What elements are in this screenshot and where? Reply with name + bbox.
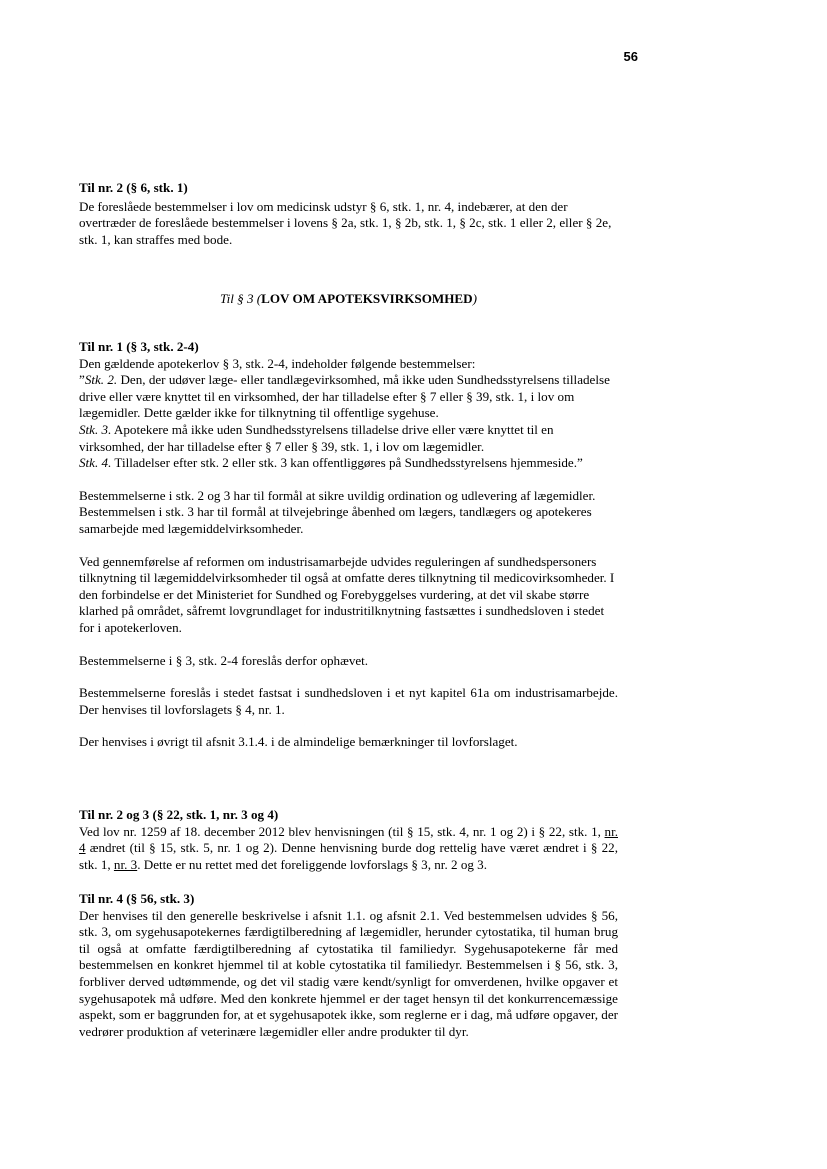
paragraph: Der henvises i øvrigt til afsnit 3.1.4. i de almindelige bemærkninger til lovforslaget.	[79, 734, 518, 750]
stk-2-text: Den, der udøver læge- eller tandlægevirksomhed, må ikke uden Sundhedsstyrelsens tilladelse drive eller være knyttet til en virksomhed, der har tilladelse efter § 7 eller § 39, stk. 1, i lov om lægemidler. Dette gælder ikke for tilknytning til offentlige sygehuse.	[79, 372, 610, 421]
paragraph: Der henvises til den generelle beskrivelse i afsnit 1.1. og afsnit 2.1. Ved bestemmelsen udvides § 56, stk. 3, om sygehusapotekernes færdigtilberedning af lægemidler, herunder cytostatika, til human brug til også at omfatte færdigtilberedning af cytostatika til familiedyr. Sygehusapotekerne får med bestemmelsen en konkret hjemmel til at koble cytostatika til familiedyr. Bestemmelsen i § 56, stk. 3, forbliver derved udtømmende, og det vil stadig være kendt/synligt for omverdenen, hvilke opgaver et sygehusapotek må udføre. Med den konkrete hjemmel er der taget hensyn til det konkurrencemæssige aspekt, som er baggrunden for, at et sygehusapotek ikke, som reglerne er i dag, må udføre opgaver, der vedrører produktion af veterinære lægemidler eller andre produkter til dyr.	[79, 907, 618, 1039]
stk-4-label: Stk. 4.	[79, 455, 112, 471]
paragraph	[79, 824, 618, 874]
section-heading: Til nr. 4 (§ 56, stk. 3)	[79, 891, 195, 906]
section-til-nr-1-par3	[79, 339, 618, 751]
title-main: LOV OM APOTEKSVIRKSOMHED	[261, 291, 473, 306]
law-section-title	[79, 291, 618, 307]
underlined-ref: nr. 3	[113, 856, 138, 872]
paragraph: De foreslåede bestemmelser i lov om medicinsk udstyr § 6, stk. 1, nr. 4, indebærer, at den der overtræder de foreslåede bestemmelser i lovens § 2a, stk. 1, § 2b, stk. 1, § 2c, stk. 1 eller 2, eller § 2e, stk. 1, kan straffes med bode.	[79, 198, 612, 247]
quoted-stk-4	[79, 455, 618, 472]
underlined-ref: nr. 4	[79, 823, 618, 856]
quoted-stk-2	[79, 372, 618, 422]
text-part: Ved lov nr. 1259 af 18. december 2012 blev henvisningen (til § 15, stk. 4, nr. 1 og 2) i § 22, stk. 1,	[79, 823, 605, 839]
intro-text: Den gældende apotekerlov § 3, stk. 2-4, indeholder følgende bestemmelser:	[79, 355, 476, 371]
text-part: . Dette er nu rettet med det foreliggende lovforslags § 3, nr. 2 og 3.	[137, 856, 488, 872]
stk-3-text: Apotekere må ikke uden Sundhedsstyrelsens tilladelse drive eller være knyttet til en virksomhed, der har tilladelse efter § 7 eller § 39, stk. 1, i lov om lægemidler.	[79, 421, 554, 454]
quoted-stk-3	[79, 422, 618, 455]
text-part: ændret (til § 15, stk. 5, nr. 1 og 2). Denne henvisning burde dog rettelig have været ændret i § 22, stk. 1,	[79, 840, 618, 872]
paragraph: Bestemmelserne foreslås i stedet fastsat i sundhedsloven i et nyt kapitel 61a om industrisamarbejde. Der henvises til lovforslagets § 4, nr. 1.	[79, 685, 618, 717]
paragraph: Bestemmelserne i § 3, stk. 2-4 foreslås derfor ophævet.	[79, 652, 369, 668]
section-heading: Til nr. 1 (§ 3, stk. 2-4)	[79, 339, 199, 354]
section-til-nr-4-par56	[79, 891, 618, 1040]
title-suffix: )	[472, 291, 477, 306]
section-heading: Til nr. 2 og 3 (§ 22, stk. 1, nr. 3 og 4)	[79, 807, 279, 822]
title-prefix: Til § 3 (	[220, 291, 262, 306]
page-number: 56	[623, 49, 638, 64]
section-heading: Til nr. 2 (§ 6, stk. 1)	[79, 180, 188, 195]
open-quote: ”	[79, 372, 85, 388]
stk-2-label: Stk. 2.	[84, 372, 118, 388]
section-til-nr-2-par6	[79, 180, 618, 248]
section-til-nr-2-og-3	[79, 807, 618, 873]
paragraph: Bestemmelserne i stk. 2 og 3 har til formål at sikre uvildig ordination og udlevering af lægemidler. Bestemmelsen i stk. 3 har til formål at tilvejebringe åbenhed om lægers, tandlægers og apotekeres samarbejde med lægemiddelvirksomheder.	[79, 487, 596, 536]
stk-4-text: Tilladelser efter stk. 2 eller stk. 3 kan offentliggøres på Sundhedsstyrelsens hjemmeside.”	[111, 455, 583, 471]
stk-3-label: Stk. 3.	[79, 421, 112, 437]
paragraph: Ved gennemførelse af reformen om industrisamarbejde udvides reguleringen af sundhedspersoners tilknytning til lægemiddelvirksomheder til også at omfatte deres tilknytning til medicovirksomheder. I den forbindelse er det Ministeriet for Sundhed og Forebyggelses vurdering, at det vil skabe større klarhed på området, såfremt lovgrundlaget for industritilknytning fastsættes i sundhedsloven i stedet for i apotekerloven.	[79, 553, 615, 635]
